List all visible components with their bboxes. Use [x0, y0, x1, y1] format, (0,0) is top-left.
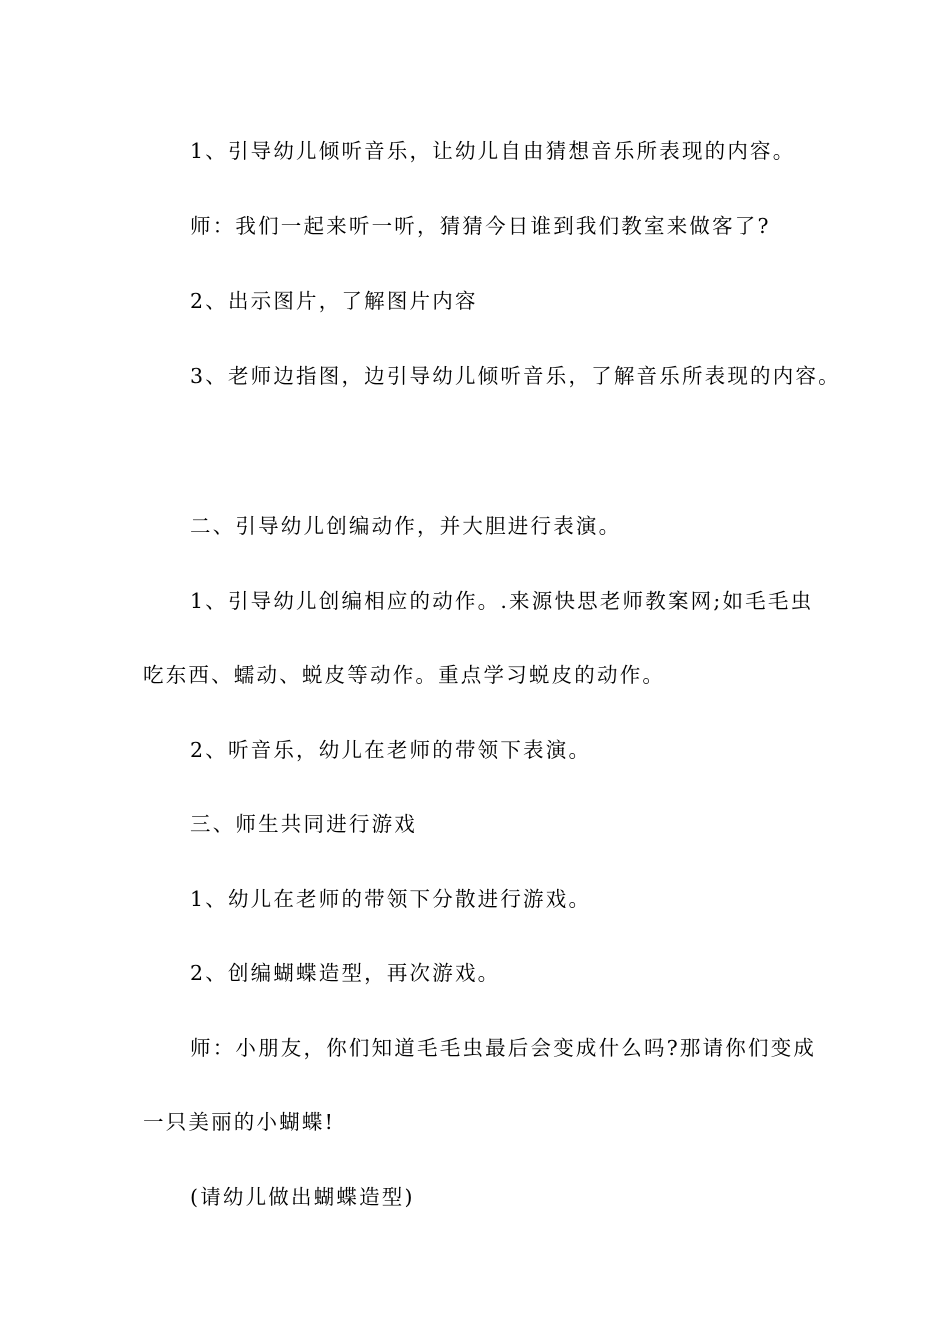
paragraph-teacher-butterfly-line-2: 一只美丽的小蝴蝶!: [143, 1110, 336, 1134]
paragraph-create-actions-line-2: 吃东西、蠕动、蜕皮等动作。重点学习蜕皮的动作。: [143, 663, 666, 687]
paragraph-step-3-point-picture: 3、老师边指图，边引导幼儿倾听音乐，了解音乐所表现的内容。: [190, 364, 841, 388]
paragraph-create-actions-line-1: 1、引导幼儿创编相应的动作。.来源快思老师教案网;如毛毛虫: [190, 589, 814, 613]
paragraph-game-step-2: 2、创编蝴蝶造型，再次游戏。: [190, 961, 501, 985]
paragraph-step-2-show-picture: 2、出示图片，了解图片内容: [190, 289, 478, 313]
paragraph-listen-perform: 2、听音乐，幼儿在老师的带领下表演。: [190, 738, 592, 762]
paragraph-teacher-butterfly-line-1: 师：小朋友，你们知道毛毛虫最后会变成什么吗?那请你们变成: [190, 1036, 817, 1060]
paragraph-butterfly-pose-note: (请幼儿做出蝴蝶造型): [190, 1185, 415, 1209]
paragraph-teacher-question: 师：我们一起来听一听，猜猜今日谁到我们教室来做客了?: [190, 214, 771, 238]
section-heading-3: 三、师生共同进行游戏: [190, 812, 417, 836]
paragraph-game-step-1: 1、幼儿在老师的带领下分散进行游戏。: [190, 887, 592, 911]
section-heading-2: 二、引导幼儿创编动作，并大胆进行表演。: [190, 514, 622, 538]
paragraph-step-1-listen-music: 1、引导幼儿倾听音乐，让幼儿自由猜想音乐所表现的内容。: [190, 139, 796, 163]
